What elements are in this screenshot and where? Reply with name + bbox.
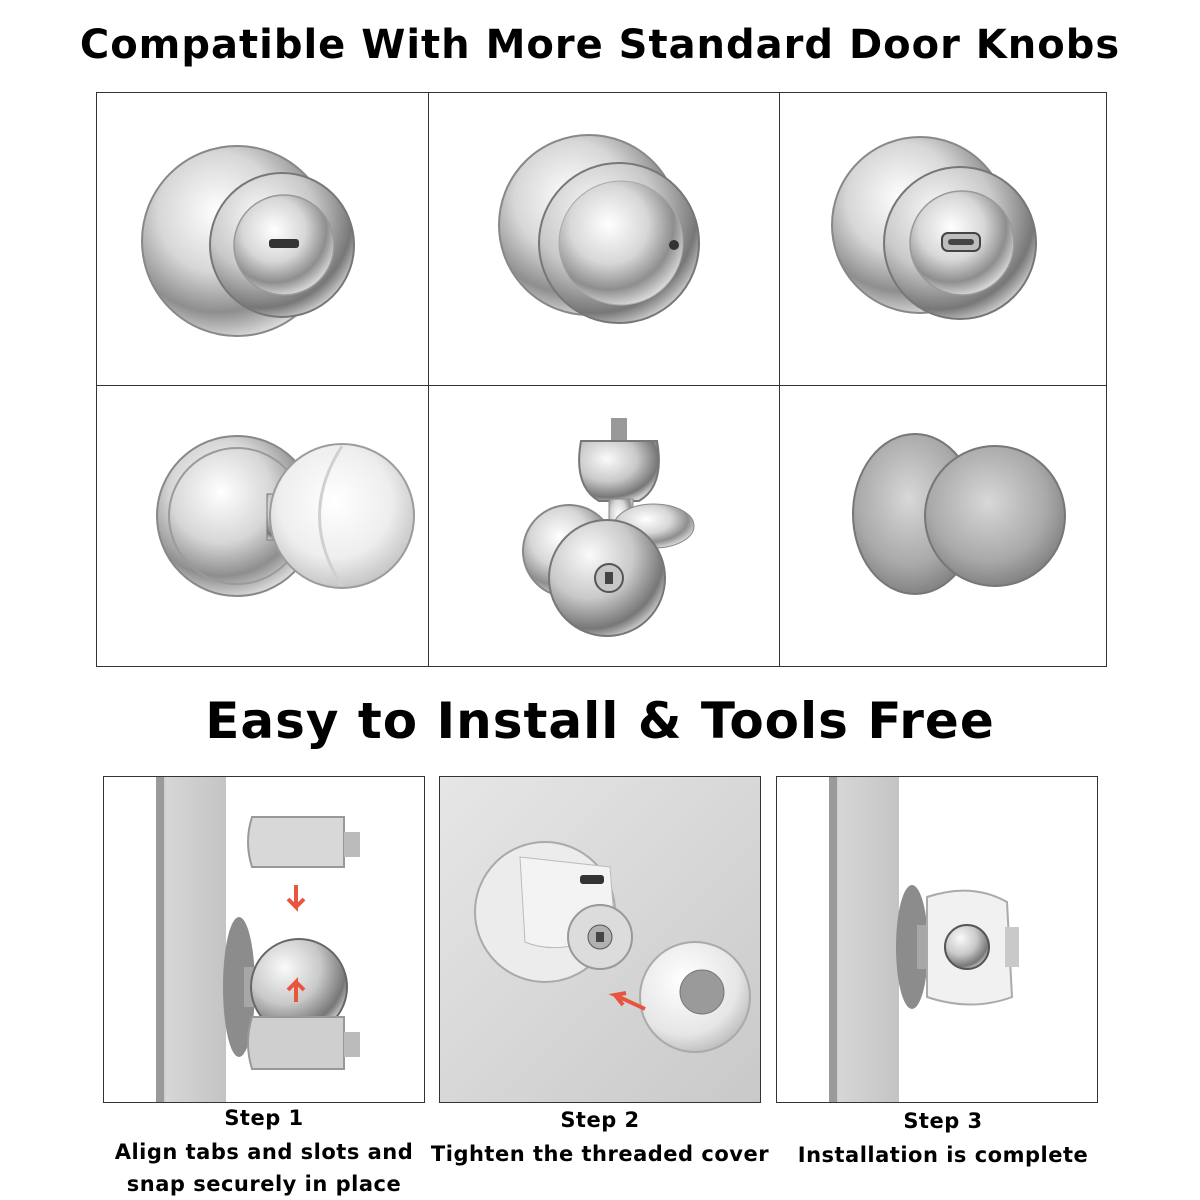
- step-1-line-1: Align tabs and slots and: [114, 1140, 414, 1164]
- step-2-panel: [439, 776, 761, 1103]
- step-1-label: Step 1: [224, 1106, 304, 1130]
- knob-cell-6: [779, 385, 1107, 667]
- step-3-line-1: Installation is complete: [797, 1143, 1089, 1167]
- step-2-line-1: Tighten the threaded cover: [430, 1142, 770, 1166]
- step-1-panel: [103, 776, 425, 1103]
- privacy-knob-slot-icon: [97, 93, 428, 385]
- brushed-ball-knob-icon: [780, 386, 1106, 666]
- knob-cell-1: [96, 92, 429, 386]
- install-step-1-icon: [104, 777, 424, 1102]
- step-3-label: Step 3: [903, 1109, 983, 1133]
- crystal-knob-icon: [97, 386, 428, 666]
- knob-cell-3: [779, 92, 1107, 386]
- privacy-knob-dot-icon: [429, 93, 779, 385]
- compatible-heading: Compatible With More Standard Door Knobs: [79, 22, 1121, 68]
- step-1-caption: [103, 1102, 425, 1200]
- step-2-caption: [425, 1104, 775, 1170]
- privacy-knob-turn-icon: [780, 93, 1106, 385]
- step-3-panel: [776, 776, 1098, 1103]
- knob-cell-4: [96, 385, 429, 667]
- step-1-line-2: snap securely in place: [126, 1172, 402, 1196]
- keyed-knob-pair-icon: [429, 386, 779, 666]
- step-2-label: Step 2: [560, 1108, 640, 1132]
- install-step-3-icon: [777, 777, 1097, 1102]
- step-3-caption: [776, 1105, 1110, 1171]
- knob-cell-2: [428, 92, 780, 386]
- knob-cell-5: [428, 385, 780, 667]
- install-heading: Easy to Install & Tools Free: [205, 692, 995, 750]
- install-step-2-icon: [440, 777, 760, 1102]
